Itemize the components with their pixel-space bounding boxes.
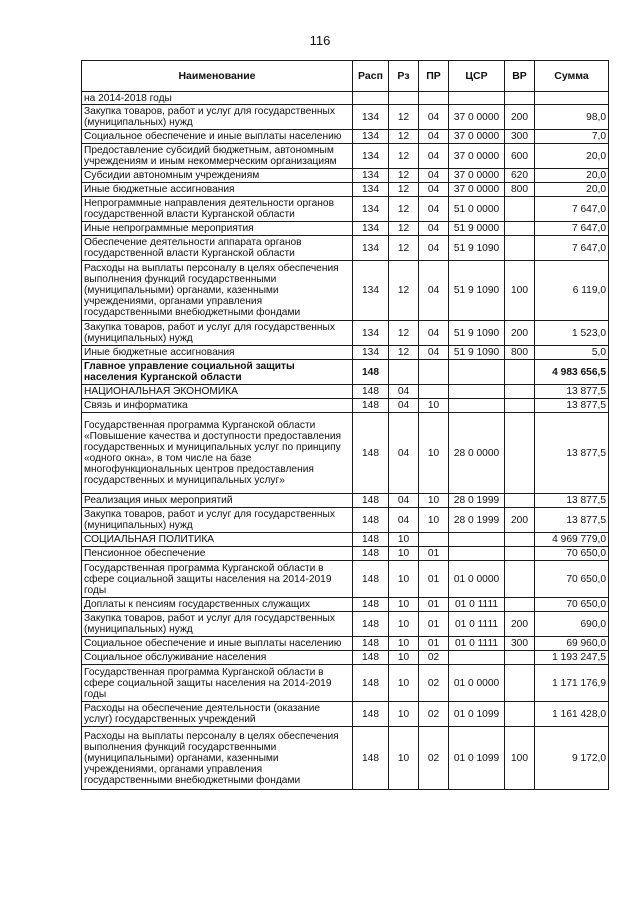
cell-rz: 12 <box>389 197 419 222</box>
cell-sum: 98,0 <box>535 105 609 130</box>
cell-pr: 04 <box>419 169 449 183</box>
cell-rz: 04 <box>389 508 419 533</box>
cell-rasp: 134 <box>353 346 389 360</box>
table-body <box>82 92 609 790</box>
cell-vr <box>505 385 535 399</box>
table-row <box>82 144 609 169</box>
cell-vr: 100 <box>505 261 535 321</box>
table-row <box>82 547 609 561</box>
cell-rasp: 148 <box>353 561 389 598</box>
cell-name: Субсидии автономным учреждениям <box>82 169 353 183</box>
cell-sum: 1 161 428,0 <box>535 702 609 727</box>
cell-sum: 7,0 <box>535 130 609 144</box>
table-header-row <box>82 61 609 92</box>
cell-vr <box>505 399 535 413</box>
cell-rz: 12 <box>389 261 419 321</box>
cell-name: Главное управление социальной защиты населения Курганской области <box>82 360 353 385</box>
header-name: Наименование <box>82 61 353 92</box>
cell-rasp: 148 <box>353 494 389 508</box>
cell-rz <box>389 92 419 105</box>
cell-vr <box>505 533 535 547</box>
cell-pr: 01 <box>419 637 449 651</box>
cell-csr: 01 0 1111 <box>449 612 505 637</box>
table-row <box>82 222 609 236</box>
cell-rz: 12 <box>389 144 419 169</box>
cell-pr: 04 <box>419 346 449 360</box>
table-row <box>82 533 609 547</box>
cell-rasp: 148 <box>353 598 389 612</box>
cell-sum: 5,0 <box>535 346 609 360</box>
cell-rasp: 148 <box>353 413 389 494</box>
cell-csr <box>449 651 505 665</box>
cell-vr: 620 <box>505 169 535 183</box>
cell-name: Доплаты к пенсиям государственных служащих <box>82 598 353 612</box>
cell-pr: 02 <box>419 651 449 665</box>
cell-vr: 600 <box>505 144 535 169</box>
cell-csr: 37 0 0000 <box>449 144 505 169</box>
cell-name: Закупка товаров, работ и услуг для государственных (муниципальных) нужд <box>82 508 353 533</box>
cell-csr: 01 0 1111 <box>449 637 505 651</box>
cell-vr <box>505 494 535 508</box>
cell-rasp: 148 <box>353 399 389 413</box>
cell-name: Государственная программа Курганской области в сфере социальной защиты населения на 2014-2019 годы <box>82 561 353 598</box>
header-rz: Рз <box>389 61 419 92</box>
cell-rasp: 134 <box>353 236 389 261</box>
cell-rasp: 134 <box>353 261 389 321</box>
table-row <box>82 727 609 790</box>
cell-vr <box>505 665 535 702</box>
cell-vr: 200 <box>505 105 535 130</box>
table-row <box>82 360 609 385</box>
cell-csr: 51 9 1090 <box>449 236 505 261</box>
cell-sum: 690,0 <box>535 612 609 637</box>
cell-sum: 20,0 <box>535 183 609 197</box>
cell-rasp: 134 <box>353 130 389 144</box>
cell-name: Расходы на выплаты персоналу в целях обеспечения выполнения функций государственными (муниципальными) органами, казенными учреждениями, органами управления государственными внебюджетными фондами <box>82 727 353 790</box>
cell-rz: 04 <box>389 399 419 413</box>
table-row <box>82 561 609 598</box>
table-row <box>82 321 609 346</box>
cell-csr: 01 0 0000 <box>449 665 505 702</box>
cell-pr: 04 <box>419 105 449 130</box>
cell-pr: 04 <box>419 183 449 197</box>
cell-name: Социальное обеспечение и иные выплаты населению <box>82 637 353 651</box>
cell-name: на 2014-2018 годы <box>82 92 353 105</box>
cell-vr: 300 <box>505 130 535 144</box>
cell-pr <box>419 385 449 399</box>
cell-vr: 800 <box>505 346 535 360</box>
cell-sum: 13 877,5 <box>535 399 609 413</box>
cell-csr: 01 0 1099 <box>449 702 505 727</box>
cell-rasp: 148 <box>353 533 389 547</box>
cell-csr <box>449 360 505 385</box>
cell-pr: 04 <box>419 222 449 236</box>
cell-sum: 7 647,0 <box>535 236 609 261</box>
cell-csr: 51 9 1090 <box>449 261 505 321</box>
cell-name: Закупка товаров, работ и услуг для государственных (муниципальных) нужд <box>82 105 353 130</box>
cell-vr: 800 <box>505 183 535 197</box>
cell-sum: 4 983 656,5 <box>535 360 609 385</box>
cell-pr: 04 <box>419 321 449 346</box>
cell-name: Непрограммные направления деятельности органов государственной власти Курганской области <box>82 197 353 222</box>
cell-pr: 01 <box>419 612 449 637</box>
cell-rz: 10 <box>389 727 419 790</box>
cell-rasp: 148 <box>353 637 389 651</box>
cell-rz: 12 <box>389 346 419 360</box>
cell-vr <box>505 197 535 222</box>
header-rasp: Расп <box>353 61 389 92</box>
cell-vr <box>505 222 535 236</box>
table-row <box>82 92 609 105</box>
cell-rasp: 148 <box>353 727 389 790</box>
cell-name: Расходы на обеспечение деятельности (оказание услуг) государственных учреждений <box>82 702 353 727</box>
table-row <box>82 702 609 727</box>
cell-vr: 200 <box>505 321 535 346</box>
cell-vr: 100 <box>505 727 535 790</box>
table-row <box>82 413 609 494</box>
cell-name: Государственная программа Курганской области «Повышение качества и доступности предоставления государственных и муниципальных услуг по принципу «одного окна», в том числе на базе многофункциональных центров предоставления государственных и муниципальных услуг» <box>82 413 353 494</box>
cell-name: Социальное обеспечение и иные выплаты населению <box>82 130 353 144</box>
cell-rasp: 148 <box>353 385 389 399</box>
cell-csr: 37 0 0000 <box>449 169 505 183</box>
cell-csr: 01 0 1099 <box>449 727 505 790</box>
cell-name: Социальное обслуживание населения <box>82 651 353 665</box>
cell-rz: 10 <box>389 561 419 598</box>
cell-pr: 01 <box>419 598 449 612</box>
cell-pr <box>419 533 449 547</box>
cell-sum: 70 650,0 <box>535 598 609 612</box>
cell-vr <box>505 413 535 494</box>
cell-rasp: 148 <box>353 612 389 637</box>
cell-rz: 12 <box>389 105 419 130</box>
cell-sum: 13 877,5 <box>535 413 609 494</box>
cell-rasp: 148 <box>353 547 389 561</box>
header-sum: Сумма <box>535 61 609 92</box>
cell-csr: 28 0 1999 <box>449 508 505 533</box>
cell-name: Закупка товаров, работ и услуг для государственных (муниципальных) нужд <box>82 321 353 346</box>
cell-csr <box>449 399 505 413</box>
cell-rz: 04 <box>389 413 419 494</box>
cell-rasp: 148 <box>353 508 389 533</box>
cell-rasp: 148 <box>353 651 389 665</box>
cell-name: Государственная программа Курганской области в сфере социальной защиты населения на 2014-2019 годы <box>82 665 353 702</box>
cell-csr: 01 0 1111 <box>449 598 505 612</box>
cell-sum: 7 647,0 <box>535 197 609 222</box>
table-row <box>82 508 609 533</box>
cell-rz: 10 <box>389 637 419 651</box>
cell-csr: 51 9 0000 <box>449 222 505 236</box>
cell-csr: 37 0 0000 <box>449 130 505 144</box>
cell-sum: 4 969 779,0 <box>535 533 609 547</box>
cell-pr: 10 <box>419 399 449 413</box>
table-row <box>82 130 609 144</box>
cell-rz: 12 <box>389 222 419 236</box>
cell-pr: 04 <box>419 236 449 261</box>
cell-pr: 04 <box>419 261 449 321</box>
cell-csr: 51 0 0000 <box>449 197 505 222</box>
cell-vr <box>505 236 535 261</box>
table-row <box>82 183 609 197</box>
cell-pr: 01 <box>419 561 449 598</box>
cell-pr: 02 <box>419 702 449 727</box>
cell-sum: 20,0 <box>535 144 609 169</box>
cell-rz <box>389 360 419 385</box>
cell-vr <box>505 92 535 105</box>
cell-sum: 1 193 247,5 <box>535 651 609 665</box>
cell-pr: 10 <box>419 413 449 494</box>
cell-sum: 13 877,5 <box>535 494 609 508</box>
cell-sum <box>535 92 609 105</box>
table-row <box>82 494 609 508</box>
cell-sum: 6 119,0 <box>535 261 609 321</box>
cell-vr <box>505 598 535 612</box>
cell-vr <box>505 651 535 665</box>
table-row <box>82 261 609 321</box>
cell-rasp: 134 <box>353 222 389 236</box>
cell-name: Предоставление субсидий бюджетным, автономным учреждениям и иным некоммерческим организациям <box>82 144 353 169</box>
cell-sum: 70 650,0 <box>535 561 609 598</box>
cell-rasp: 134 <box>353 183 389 197</box>
cell-rz: 12 <box>389 169 419 183</box>
cell-rz: 10 <box>389 533 419 547</box>
cell-csr: 37 0 0000 <box>449 183 505 197</box>
cell-name: Иные непрограммные мероприятия <box>82 222 353 236</box>
cell-rasp: 134 <box>353 321 389 346</box>
header-csr: ЦСР <box>449 61 505 92</box>
header-pr: ПР <box>419 61 449 92</box>
cell-csr <box>449 533 505 547</box>
cell-rasp: 134 <box>353 144 389 169</box>
table-row <box>82 598 609 612</box>
cell-sum: 69 960,0 <box>535 637 609 651</box>
page-number: 116 <box>309 33 331 48</box>
cell-rz: 10 <box>389 651 419 665</box>
cell-pr: 10 <box>419 508 449 533</box>
cell-rz: 10 <box>389 702 419 727</box>
cell-sum: 13 877,5 <box>535 508 609 533</box>
cell-pr <box>419 360 449 385</box>
cell-csr: 51 9 1090 <box>449 346 505 360</box>
cell-csr: 51 9 1090 <box>449 321 505 346</box>
cell-rasp <box>353 92 389 105</box>
cell-rz: 12 <box>389 183 419 197</box>
cell-name: Обеспечение деятельности аппарата органов государственной власти Курганской области <box>82 236 353 261</box>
cell-sum: 1 171 176,9 <box>535 665 609 702</box>
cell-rz: 04 <box>389 385 419 399</box>
cell-rasp: 134 <box>353 105 389 130</box>
table-row <box>82 385 609 399</box>
table-row <box>82 399 609 413</box>
cell-pr: 04 <box>419 197 449 222</box>
cell-name: Расходы на выплаты персоналу в целях обеспечения выполнения функций государственными (муниципальными) органами, казенными учреждениями, органами управления государственными внебюджетными фондами <box>82 261 353 321</box>
cell-pr: 04 <box>419 130 449 144</box>
cell-csr: 01 0 0000 <box>449 561 505 598</box>
cell-vr: 200 <box>505 508 535 533</box>
cell-csr <box>449 385 505 399</box>
cell-sum: 70 650,0 <box>535 547 609 561</box>
cell-vr: 300 <box>505 637 535 651</box>
cell-sum: 13 877,5 <box>535 385 609 399</box>
cell-rz: 10 <box>389 612 419 637</box>
cell-rz: 12 <box>389 321 419 346</box>
cell-sum: 9 172,0 <box>535 727 609 790</box>
cell-name: Иные бюджетные ассигнования <box>82 346 353 360</box>
cell-pr: 04 <box>419 144 449 169</box>
cell-csr <box>449 547 505 561</box>
cell-sum: 1 523,0 <box>535 321 609 346</box>
cell-sum: 7 647,0 <box>535 222 609 236</box>
cell-pr: 01 <box>419 547 449 561</box>
cell-name: Иные бюджетные ассигнования <box>82 183 353 197</box>
cell-name: СОЦИАЛЬНАЯ ПОЛИТИКА <box>82 533 353 547</box>
cell-pr <box>419 92 449 105</box>
table-row <box>82 236 609 261</box>
cell-rz: 04 <box>389 494 419 508</box>
cell-pr: 02 <box>419 665 449 702</box>
cell-vr <box>505 360 535 385</box>
cell-csr <box>449 92 505 105</box>
cell-rasp: 148 <box>353 360 389 385</box>
cell-rz: 12 <box>389 130 419 144</box>
cell-sum: 20,0 <box>535 169 609 183</box>
header-vr: ВР <box>505 61 535 92</box>
cell-vr <box>505 561 535 598</box>
cell-vr: 200 <box>505 612 535 637</box>
table-row <box>82 651 609 665</box>
cell-name: Связь и информатика <box>82 399 353 413</box>
table-row <box>82 105 609 130</box>
cell-pr: 10 <box>419 494 449 508</box>
table-row <box>82 346 609 360</box>
table-row <box>82 197 609 222</box>
cell-rz: 10 <box>389 547 419 561</box>
cell-name: Реализация иных мероприятий <box>82 494 353 508</box>
cell-name: НАЦИОНАЛЬНАЯ ЭКОНОМИКА <box>82 385 353 399</box>
table-row <box>82 169 609 183</box>
cell-rasp: 134 <box>353 169 389 183</box>
table-row <box>82 637 609 651</box>
cell-csr: 28 0 0000 <box>449 413 505 494</box>
cell-vr <box>505 547 535 561</box>
cell-pr: 02 <box>419 727 449 790</box>
cell-rasp: 148 <box>353 665 389 702</box>
cell-rasp: 148 <box>353 702 389 727</box>
cell-name: Закупка товаров, работ и услуг для государственных (муниципальных) нужд <box>82 612 353 637</box>
cell-name: Пенсионное обеспечение <box>82 547 353 561</box>
table-row <box>82 612 609 637</box>
cell-rasp: 134 <box>353 197 389 222</box>
cell-rz: 12 <box>389 236 419 261</box>
cell-rz: 10 <box>389 598 419 612</box>
cell-csr: 37 0 0000 <box>449 105 505 130</box>
table-row <box>82 665 609 702</box>
budget-table <box>81 60 609 790</box>
cell-csr: 28 0 1999 <box>449 494 505 508</box>
cell-rz: 10 <box>389 665 419 702</box>
cell-vr <box>505 702 535 727</box>
